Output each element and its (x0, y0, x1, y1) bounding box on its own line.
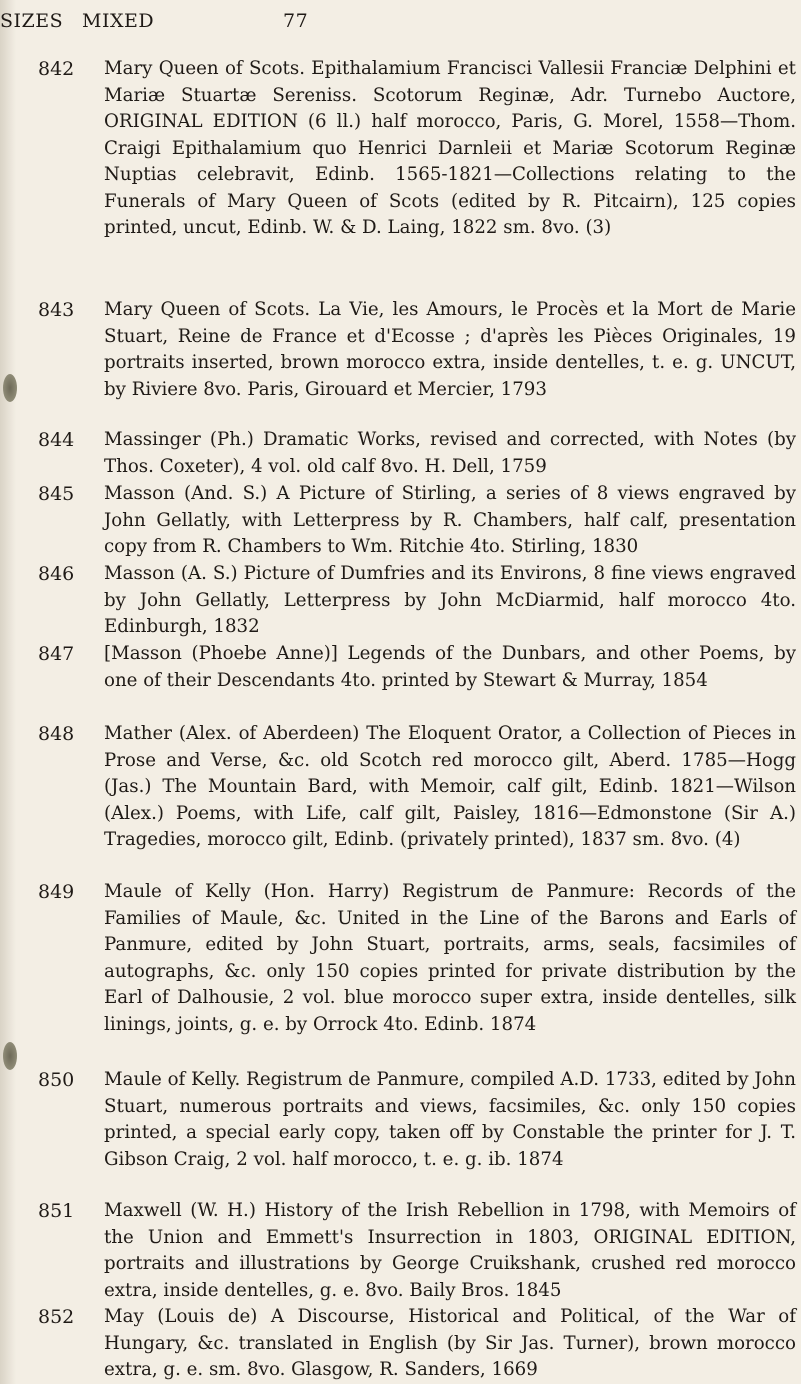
lot-number: 850 (38, 1069, 75, 1091)
lot-description: May (Louis de) A Discourse, Historical and Political, of the War of Hungary, &c. translated in English (by Sir Jas. Turner), brown morocco extra, g. e. sm. 8vo. Glasgow, R. Sanders, 1669 (104, 1306, 796, 1380)
lot-description: Massinger (Ph.) Dramatic Works, revised and corrected, with Notes (by Thos. Coxeter), 4 vol. old calf 8vo. H. Dell, 1759 (104, 429, 796, 477)
lot-description: Mary Queen of Scots. Epithalamium Francisci Vallesii Franciæ Delphini et Mariæ Stuartæ Sereniss. Scotorum Reginæ, Adr. Turnebo Auctore, ORIGINAL EDITION (6 ll.) half morocco, Paris, G. Morel, 1558—Thom. Craigi Epithalamium quo Henrici Darnleii et Mariæ Scotorum Reginæ Nuptias celebravit, Edinb. 1565-1821—Collections relating to the Funerals of Mary Queen of Scots (edited by R. Pitcairn), 125 copies printed, uncut, Edinb. W. & D. Laing, 1822 sm. 8vo. (3) (104, 58, 796, 238)
binding-hole (3, 374, 17, 402)
lot-number: 852 (38, 1306, 75, 1328)
lot-description: Masson (A. S.) Picture of Dumfries and its Environs, 8 fine views engraved by John Gellatly, Letterpress by John McDiarmid, half morocco 4to. Edinburgh, 1832 (104, 563, 796, 637)
lot-description: Maxwell (W. H.) History of the Irish Rebellion in 1798, with Memoirs of the Union and Emmett's Insurrection in 1803, ORIGINAL EDITION, portraits and illustrations by George Cruikshank, crushed red morocco extra, inside dentelles, g. e. 8vo. Baily Bros. 1845 (104, 1200, 796, 1301)
lot-description: Mather (Alex. of Aberdeen) The Eloquent Orator, a Collection of Pieces in Prose and Verse, &c. old Scotch red morocco gilt, Aberd. 1785—Hogg (Jas.) The Mountain Bard, with Memoir, calf gilt, Edinb. 1821—Wilson (Alex.) Poems, with Life, calf gilt, Paisley, 1816—Edmonstone (Sir A.) Tragedies, morocco gilt, Edinb. (privately printed), 1837 sm. 8vo. (4) (104, 723, 796, 850)
page-header (0, 10, 801, 40)
lot-description: Maule of Kelly. Registrum de Panmure, compiled A.D. 1733, edited by John Stuart, numerous portraits and views, facsimiles, &c. only 150 copies printed, a special early copy, taken off by Constable the printer for J. T. Gibson Craig, 2 vol. half morocco, t. e. g. ib. 1874 (104, 1069, 796, 1170)
lot-number: 842 (38, 58, 75, 80)
lot-number: 845 (38, 483, 75, 505)
header-mixed: MIXED (82, 10, 155, 32)
page-edge (0, 0, 16, 1384)
lot-number: 849 (38, 881, 75, 903)
lot-number: 846 (38, 563, 75, 585)
lot-description: Maule of Kelly (Hon. Harry) Registrum de Panmure: Records of the Families of Maule, &c. United in the Line of the Barons and Earls of Panmure, edited by John Stuart, portraits, arms, seals, facsimiles of autographs, &c. only 150 copies printed for private distribution by the Earl of Dalhousie, 2 vol. blue morocco super extra, inside dentelles, silk linings, joints, g. e. by Orrock 4to. Edinb. 1874 (104, 881, 796, 1035)
header-sizes: SIZES (0, 10, 64, 32)
lot-description: Masson (And. S.) A Picture of Stirling, a series of 8 views engraved by John Gellatly, with Letterpress by R. Chambers, half calf, presentation copy from R. Chambers to Wm. Ritchie 4to. Stirling, 1830 (104, 483, 796, 557)
lot-number: 848 (38, 723, 75, 745)
lot-description: Mary Queen of Scots. La Vie, les Amours, le Procès et la Mort de Marie Stuart, Reine de France et d'Ecosse ; d'après les Pièces Originales, 19 portraits inserted, brown morocco extra, inside dentelles, t. e. g. UNCUT, by Riviere 8vo. Paris, Girouard et Mercier, 1793 (104, 299, 796, 400)
lot-description: [Masson (Phoebe Anne)] Legends of the Dunbars, and other Poems, by one of their Descendants 4to. printed by Stewart & Murray, 1854 (104, 643, 796, 691)
lot-number: 843 (38, 299, 75, 321)
page-number: 77 (283, 10, 309, 32)
lot-number: 851 (38, 1200, 75, 1222)
lot-number: 847 (38, 643, 75, 665)
binding-hole (3, 1042, 17, 1070)
lot-number: 844 (38, 429, 75, 451)
